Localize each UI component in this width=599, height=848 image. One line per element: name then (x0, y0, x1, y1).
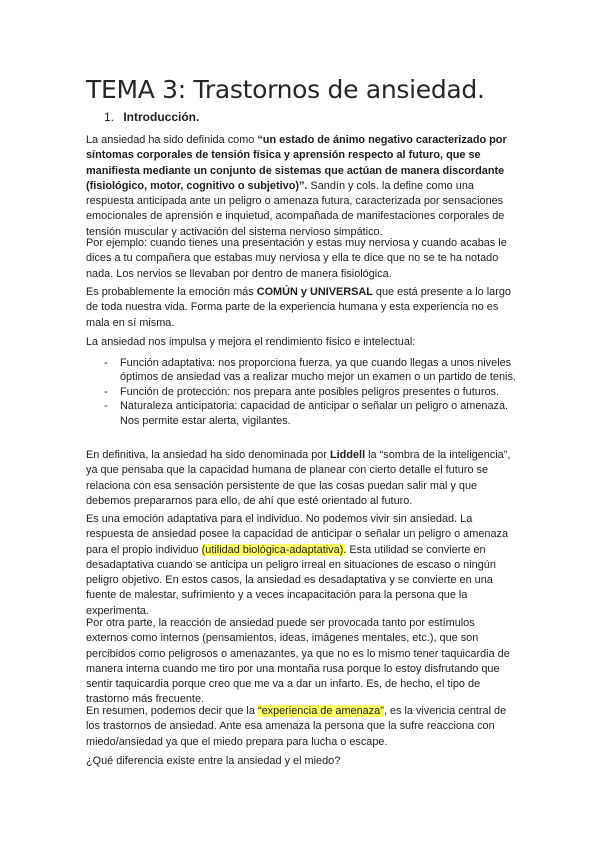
document-title: TEMA 3: Trastornos de ansiedad. (86, 75, 485, 104)
adaptive-text-lead: Es una emoción adaptativa para el individuo. No podemos vivir sin ansiedad. La respuesta de ansiedad posee la capacidad de anticipar o señalar un peligro o amenaza para el propio individuo (86, 513, 509, 556)
summary-text-rest: , es la vivencia central de los trastornos de ansiedad. Ante esa amenaza la persona que la sufre reacciona con miedo/ansiedad ya que el miedo prepara para lucha o escape. (86, 705, 507, 748)
bullet-dash: - (104, 400, 108, 413)
bullet-dash: - (104, 385, 108, 398)
list-item (86, 385, 518, 399)
list-item (86, 399, 518, 428)
section-heading (104, 108, 524, 126)
bullet-dash: - (104, 357, 108, 369)
liddell-text-rest: la “sombra de la inteligencia”, ya que pensaba que la capacidad humana de planear con cierto detalle el futuro se relaciona con esa sensación persistente de que las cosas puedan salir mal y que debemos prepararnos para ello, de ahí que esté orientado al futuro. (86, 449, 511, 507)
common-text-lead: Es probablemente la emoción más (86, 286, 257, 298)
paragraph-adaptive (86, 512, 518, 619)
adaptive-text-rest: Esta utilidad se convierte en desadaptativa cuando se anticipa un peligro irreal en situaciones de escaso o ningún peligro objetivo. En estos casos, la ansiedad es desadaptativa y se convierte en una fuente de malestar, sufrimiento y a veces incapacitación para la persona que la experimenta. (86, 543, 496, 617)
definition-text-lead: La ansiedad ha sido definida como (86, 134, 258, 146)
list-item (86, 356, 518, 385)
highlight-threat-experience: “experiencia de amenaza” (257, 705, 384, 717)
paragraph-definition (86, 133, 518, 240)
paragraph-stimuli: Por otra parte, la reacción de ansiedad puede ser provocada tanto por estímulos externos como internos (pensamientos, ideas, imágenes mentales, etc.), que son percibidos como peligrosos o amenazantes, ya que no es lo mismo tener taquicardia de manera interna cuando me tiro por una montaña rusa porque lo estoy disfrutando que sentir taquicardia porque creo que me va a dar un infarto. Es, de hecho, el tipo de trastorno más frecuente. (86, 617, 510, 706)
liddell-text-lead: En definitiva, la ansiedad ha sido denominada por (86, 449, 330, 461)
highlight-adaptive-utility: (utilidad biológica-adaptativa). (201, 543, 347, 556)
definition-quote: “un estado de ánimo negativo caracterizado por síntomas corporales de tensión física y aprensión respecto al futuro, que se manifiesta mediante un conjunto de sistemas que actúan de manera discordante (fisiológico, motor, cognitivo o subjetivo)”. (86, 134, 507, 192)
definition-text-rest: Sandín y cols. la define como una respuesta anticipada ante un peligro o amenaza futura, caracterizada por sensaciones emocionales de aprensión e inquietud, acompañada de manifestaciones corporales de tensión muscular y activación del sistema nervioso simpático. (86, 179, 505, 238)
section-number: 1. (104, 110, 115, 124)
list-item-text: Naturaleza anticipatoria: capacidad de anticipar o señalar un peligro o amenaza. Nos permite estar alerta, vigilantes. (120, 400, 509, 427)
summary-text-lead: En resumen, podemos decir que la (86, 705, 258, 717)
common-text-rest: que está presente a lo largo de toda nuestra vida. Forma parte de la experiencia humana y esta experiencia no es mala en sí misma. (86, 286, 511, 329)
section-label: Introducción. (123, 110, 200, 124)
paragraph-common-emotion (86, 285, 518, 331)
paragraph-summary (86, 704, 518, 750)
paragraph-liddell (86, 448, 518, 509)
list-item-text: Función adaptativa: nos proporciona fuerza, ya que cuando llegas a unos niveles óptimos de ansiedad vas a realizar mucho mejor un examen o un partido de tenis. (120, 357, 516, 384)
list-item-text: Función de protección: nos prepara ante posibles peligros presentes o futuros. (120, 385, 499, 398)
function-list (86, 356, 518, 428)
paragraph-improves: La ansiedad nos impulsa y mejora el rendimiento físico e intelectual: (86, 336, 416, 348)
liddell-name: Liddell (330, 449, 366, 461)
paragraph-question: ¿Qué diferencia existe entre la ansiedad y el miedo? (86, 755, 341, 767)
paragraph-example: Por ejemplo: cuando tienes una presentación y estas muy nerviosa y cuando acabas le dices a tu compañera que estabas muy nerviosa y ella te dice que no se te ha notado nada. Los nervios se llevaban por dentro de manera fisiológica. (86, 237, 507, 280)
common-universal-bold: COMÚN y UNIVERSAL (256, 286, 373, 298)
